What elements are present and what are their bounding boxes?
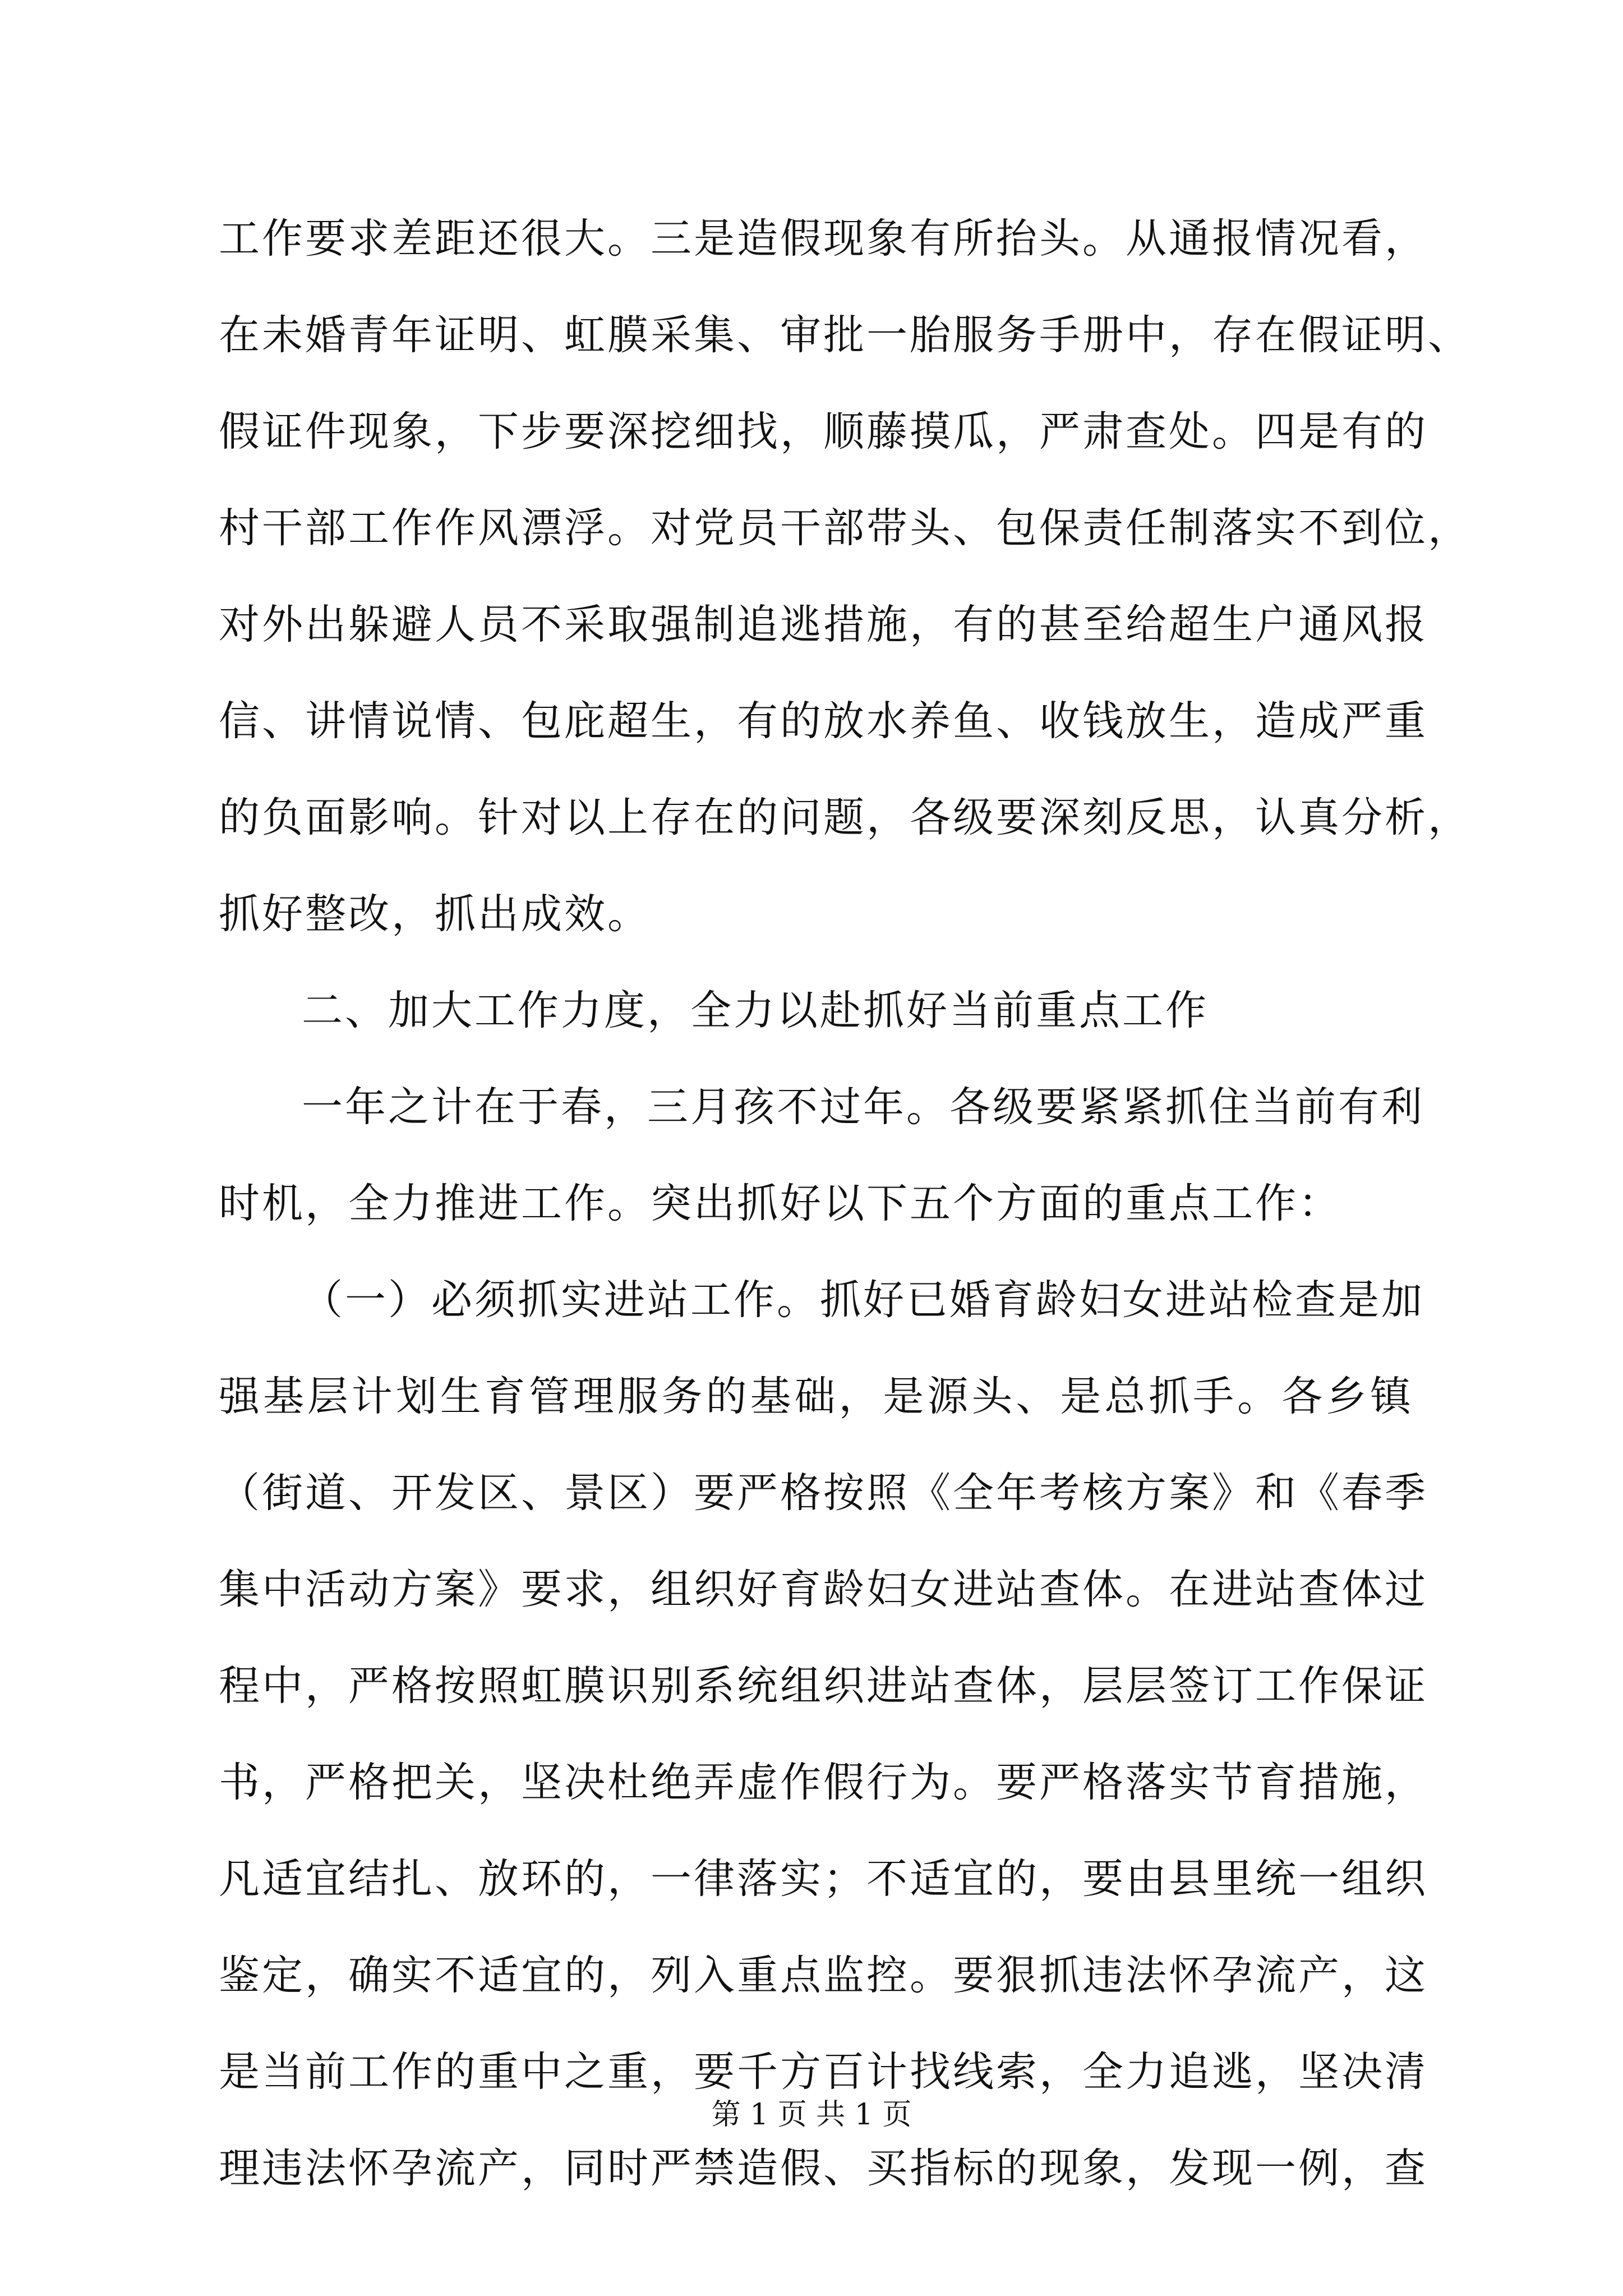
page-footer [0,2095,1623,2134]
text-line: 程中，严格按照虹膜识别系统组织进站查体，层层签订工作保证 [219,1662,1428,1710]
text-line: 书，严格把关，坚决杜绝弄虚作假行为。要严格落实节育措施， [219,1759,1428,1806]
text-line: 凡适宜结扎、放环的，一律落实；不适宜的，要由县里统一组织 [219,1855,1428,1903]
text-line: 工作要求差距还很大。三是造假现象有所抬头。从通报情况看， [219,215,1428,263]
text-line: 村干部工作作风漂浮。对党员干部带头、包保责任制落实不到位， [219,504,1471,552]
document-body [219,191,1471,2217]
text-line: 理违法怀孕流产，同时严禁造假、买指标的现象，发现一例，查 [219,2145,1428,2192]
text-line: 集中活动方案》要求，组织好育龄妇女进站查体。在进站查体过 [219,1566,1428,1613]
text-line: 在未婚青年证明、虹膜采集、审批一胎服务手册中，存在假证明、 [219,311,1471,359]
text-line: （街道、开发区、景区）要严格按照《全年考核方案》和《春季 [219,1469,1428,1517]
text-line: 是当前工作的重中之重，要千方百计找线索，全力追逃，坚决清 [219,2048,1428,2096]
text-line: 假证件现象，下步要深挖细找，顺藤摸瓜，严肃查处。四是有的 [219,408,1428,455]
subsection-line: （一）必须抓实进站工作。抓好已婚育龄妇女进站检查是加 [302,1276,1424,1324]
text-line: 一年之计在于春，三月孩不过年。各级要紧紧抓住当前有利 [302,1083,1424,1131]
text-line: 鉴定，确实不适宜的，列入重点监控。要狠抓违法怀孕流产，这 [219,1952,1428,1999]
text-line: 信、讲情说情、包庇超生，有的放水养鱼、收钱放生，造成严重 [219,697,1428,745]
text-line: 强基层计划生育管理服务的基础，是源头、是总抓手。各乡镇 [219,1373,1413,1420]
section-heading: 二、加大工作力度，全力以赴抓好当前重点工作 [302,987,1209,1034]
page-number-label: 第 1 页 共 1 页 [711,2098,912,2132]
text-line: 的负面影响。针对以上存在的问题，各级要深刻反思，认真分析， [219,794,1471,841]
text-line: 抓好整改，抓出成效。 [219,890,651,938]
text-line: 时机，全力推进工作。突出抓好以下五个方面的重点工作： [219,1180,1341,1227]
text-line: 对外出躲避人员不采取强制追逃措施，有的甚至给超生户通风报 [219,601,1428,648]
